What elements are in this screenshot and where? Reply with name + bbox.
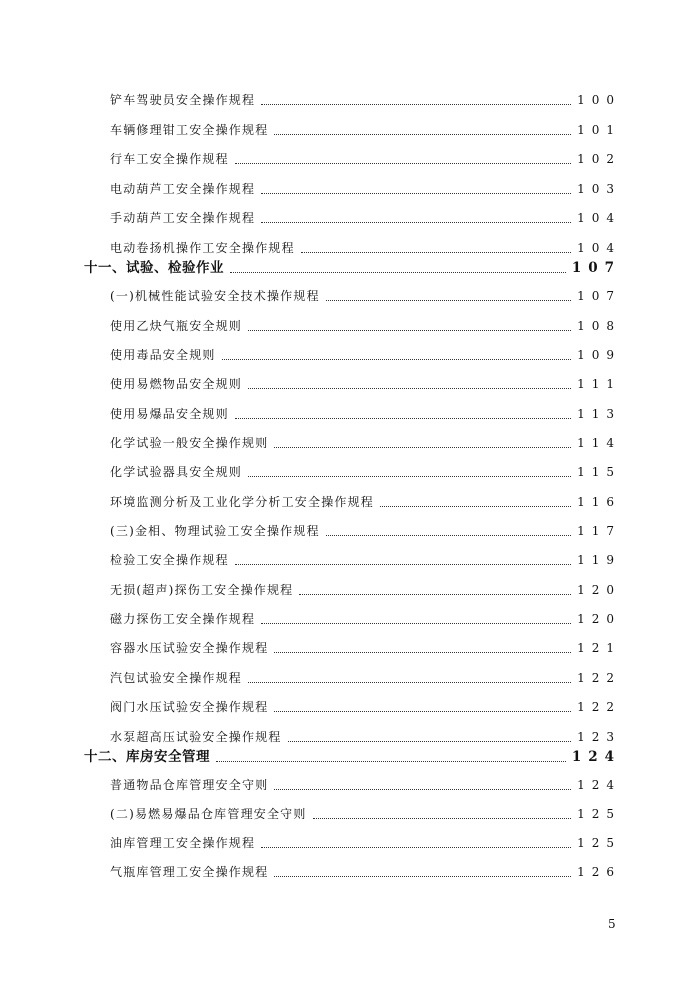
toc-entry-page: 101 xyxy=(577,123,621,137)
toc-entry-page: 125 xyxy=(577,807,621,821)
toc-entry xyxy=(84,149,621,169)
toc-entry xyxy=(84,804,621,824)
toc-entry xyxy=(84,90,621,110)
toc-entry-page: 120 xyxy=(577,583,621,597)
page-number: 5 xyxy=(608,917,616,931)
toc-entry-title: 化学试验器具安全规则 xyxy=(110,465,243,479)
dot-leader xyxy=(274,652,571,653)
dot-leader xyxy=(274,789,571,790)
dot-leader xyxy=(261,623,571,624)
toc-entry-title: 普通物品仓库管理安全守则 xyxy=(110,778,269,792)
toc-entry-page: 122 xyxy=(577,700,621,714)
toc-entry xyxy=(84,580,621,600)
dot-leader xyxy=(248,388,571,389)
dot-leader xyxy=(261,104,571,105)
toc-entry-page: 114 xyxy=(577,436,621,450)
toc-section-heading xyxy=(84,258,621,278)
toc-entry-title: 无损(超声)探伤工安全操作规程 xyxy=(110,583,294,597)
toc-entry xyxy=(84,775,621,795)
toc-entry xyxy=(84,609,621,629)
toc-entry-page: 119 xyxy=(577,553,621,567)
toc-entry-page: 107 xyxy=(571,260,621,276)
toc-entry-page: 113 xyxy=(577,407,621,421)
toc-entry-page: 125 xyxy=(577,836,621,850)
toc-entry-title: 电动卷扬机操作工安全操作规程 xyxy=(110,241,295,255)
dot-leader xyxy=(235,163,571,164)
toc-entry xyxy=(84,120,621,140)
dot-leader xyxy=(222,359,571,360)
toc-entry-page: 104 xyxy=(577,211,621,225)
dot-leader xyxy=(248,682,571,683)
toc-entry xyxy=(84,492,621,512)
toc-entry-page: 124 xyxy=(571,749,621,765)
toc-entry xyxy=(84,550,621,570)
dot-leader xyxy=(299,594,571,595)
toc-entry-page: 121 xyxy=(577,641,621,655)
toc-entry-title: (一)机械性能试验安全技术操作规程 xyxy=(110,289,320,303)
toc-entry xyxy=(84,374,621,394)
toc-entry-page: 124 xyxy=(577,778,621,792)
dot-leader xyxy=(301,252,571,253)
toc-entry-title: (三)金相、物理试验工安全操作规程 xyxy=(110,524,320,538)
dot-leader xyxy=(235,418,571,419)
toc-entry-page: 126 xyxy=(577,865,621,879)
toc-entry-title: 磁力探伤工安全操作规程 xyxy=(110,612,256,626)
dot-leader xyxy=(235,564,571,565)
toc-section-heading xyxy=(84,747,621,767)
toc-entry-title: 行车工安全操作规程 xyxy=(110,152,229,166)
toc-entry-title: 十一、试验、检验作业 xyxy=(84,260,224,276)
toc-entry-title: 铲车驾驶员安全操作规程 xyxy=(110,93,256,107)
toc-entry-page: 117 xyxy=(577,524,621,538)
dot-leader xyxy=(248,476,571,477)
toc-entry-title: 油库管理工安全操作规程 xyxy=(110,836,256,850)
toc-entry-title: 环境监测分析及工业化学分析工安全操作规程 xyxy=(110,495,375,509)
toc-entry-title: 气瓶库管理工安全操作规程 xyxy=(110,865,269,879)
dot-leader xyxy=(288,741,571,742)
dot-leader xyxy=(261,193,571,194)
dot-leader xyxy=(261,847,571,848)
toc-entry-title: 使用易爆品安全规则 xyxy=(110,407,229,421)
toc-entry-page: 109 xyxy=(577,348,621,362)
toc-entry xyxy=(84,238,621,258)
dot-leader xyxy=(261,222,571,223)
toc-entry xyxy=(84,208,621,228)
toc-entry xyxy=(84,462,621,482)
toc-entry-title: 使用易燃物品安全规则 xyxy=(110,377,243,391)
toc-entry xyxy=(84,862,621,882)
toc-entry-title: 化学试验一般安全操作规则 xyxy=(110,436,269,450)
toc-entry xyxy=(84,345,621,365)
toc-entry-title: 容器水压试验安全操作规程 xyxy=(110,641,269,655)
dot-leader xyxy=(248,330,571,331)
toc-entry-title: 十二、库房安全管理 xyxy=(84,749,210,765)
dot-leader xyxy=(274,876,571,877)
toc-entry-page: 107 xyxy=(577,289,621,303)
toc-entry xyxy=(84,697,621,717)
dot-leader xyxy=(326,300,571,301)
toc-entry-page: 123 xyxy=(577,730,621,744)
dot-leader xyxy=(313,818,572,819)
toc-entry-title: (二)易燃易爆品仓库管理安全守则 xyxy=(110,807,307,821)
toc-entry-title: 电动葫芦工安全操作规程 xyxy=(110,182,256,196)
toc-entry xyxy=(84,833,621,853)
toc-entry xyxy=(84,727,621,747)
toc-entry xyxy=(84,668,621,688)
toc-entry xyxy=(84,521,621,541)
toc-entry-page: 111 xyxy=(577,377,621,391)
toc-entry-page: 108 xyxy=(577,319,621,333)
dot-leader xyxy=(274,134,571,135)
toc-entry-title: 使用乙炔气瓶安全规则 xyxy=(110,319,243,333)
toc-entry-page: 120 xyxy=(577,612,621,626)
toc-entry-page: 104 xyxy=(577,241,621,255)
toc-entry-page: 122 xyxy=(577,671,621,685)
toc-entry xyxy=(84,638,621,658)
toc-entry xyxy=(84,404,621,424)
toc-entry-page: 100 xyxy=(577,93,621,107)
toc-entry-title: 手动葫芦工安全操作规程 xyxy=(110,211,256,225)
toc-entry xyxy=(84,316,621,336)
toc-entry-title: 车辆修理钳工安全操作规程 xyxy=(110,123,269,137)
toc-entry-title: 检验工安全操作规程 xyxy=(110,553,229,567)
toc-entry-page: 115 xyxy=(577,465,621,479)
dot-leader xyxy=(216,761,566,762)
dot-leader xyxy=(274,711,571,712)
toc-entry-title: 汽包试验安全操作规程 xyxy=(110,671,243,685)
toc-entry-page: 103 xyxy=(577,182,621,196)
toc-entry xyxy=(84,179,621,199)
dot-leader xyxy=(274,447,571,448)
dot-leader xyxy=(326,535,571,536)
toc-entry-title: 使用毒品安全规则 xyxy=(110,348,216,362)
dot-leader xyxy=(380,506,571,507)
toc-entry-page: 116 xyxy=(577,495,621,509)
toc-entry-page: 102 xyxy=(577,152,621,166)
toc-entry xyxy=(84,286,621,306)
toc-entry xyxy=(84,433,621,453)
toc-entry-title: 阀门水压试验安全操作规程 xyxy=(110,700,269,714)
toc-entry-title: 水泵超高压试验安全操作规程 xyxy=(110,730,282,744)
dot-leader xyxy=(230,272,566,273)
